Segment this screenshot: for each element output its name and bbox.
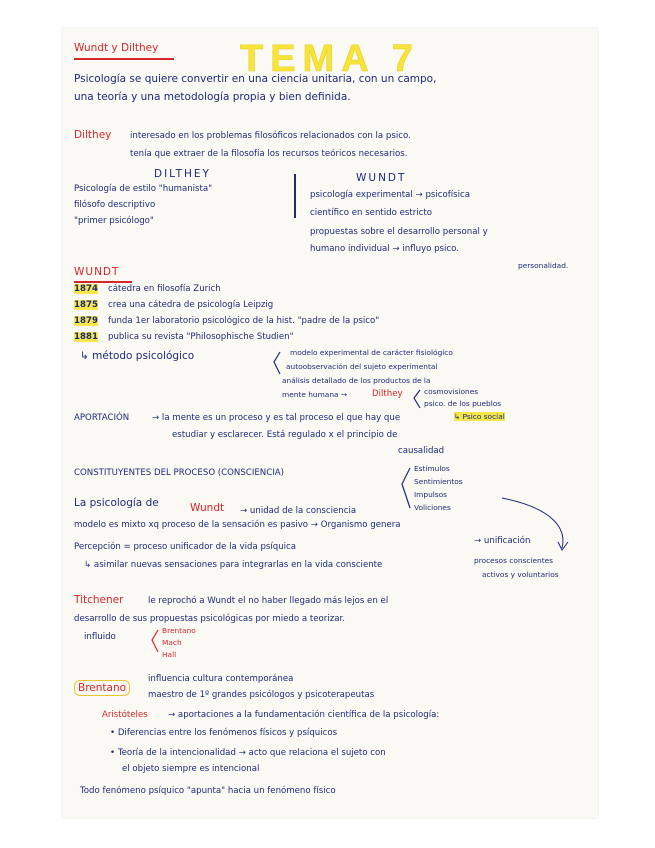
method-label: ↳ método psicológico: [80, 350, 195, 362]
procesos-line-2: activos y voluntarios: [482, 570, 559, 579]
comparison-left-heading: DILTHEY: [154, 168, 211, 180]
aristoteles-bullet-2-cont: el objeto siempre es intencional: [122, 764, 260, 774]
unidad-wundt-name: Wundt: [190, 502, 225, 514]
method-item-1: modelo experimental de carácter fisiológico: [290, 348, 453, 357]
comparison-right-heading: WUNDT: [356, 172, 407, 184]
dilthey-cosmovisiones: cosmovisiones: [424, 387, 479, 396]
intro-line-2: una teoría y una metodología propia y bien definida.: [74, 91, 351, 103]
page-title: TEMA 7: [240, 38, 420, 80]
notebook-page: [62, 28, 598, 818]
aportacion-line-2: estudiar y esclarecer. Está regulado x el principio de: [172, 430, 398, 440]
unidad-line-2: modelo es mixto xq proceso de la sensación es pasivo → Organismo genera: [74, 520, 401, 530]
timeline-text-1875: crea una cátedra de psicología Leipzig: [108, 300, 274, 310]
unidad-line-pre: La psicología de: [74, 497, 159, 509]
influido-hall: Hall: [162, 650, 177, 659]
constituyente-estimulos: Estímulos: [414, 464, 450, 473]
influido-brentano: Brentano: [162, 626, 196, 635]
method-dilthey-link: Dilthey: [372, 389, 403, 399]
subject-heading: Wundt y Dilthey: [74, 42, 159, 54]
constituyente-voliciones: Voliciones: [414, 503, 451, 512]
wundt-item-2: científico en sentido estricto: [310, 208, 433, 218]
dilthey-psico-pueblos: psico. de los pueblos: [424, 399, 502, 408]
dilthey-item-3: "primer psicólogo": [74, 216, 154, 226]
year-1875: 1875: [74, 300, 98, 310]
wundt-item-1: psicología experimental → psicofísica: [310, 190, 471, 200]
constituyente-impulsos: Impulsos: [414, 490, 448, 499]
year-1874: 1874: [74, 284, 98, 294]
brentano-name: Brentano: [74, 680, 130, 696]
wundt-item-3: propuestas sobre el desarrollo personal y: [310, 227, 488, 237]
dilthey-item-1: Psicología de estilo "humanista": [74, 184, 213, 194]
dilthey-name: Dilthey: [74, 129, 112, 141]
wundt-item-4: humano individual → influyo psico.: [310, 244, 459, 254]
method-item-2: autoobservación del sujeto experimental: [286, 362, 438, 371]
constituyente-sentimientos: Sentimientos: [414, 477, 463, 486]
dilthey-line-1: interesado en los problemas filosóficos relacionados con la psico.: [130, 131, 411, 141]
percepcion-line-1: Percepción = proceso unificador de la vida psíquica: [74, 542, 297, 552]
titchener-line-2: desarrollo de sus propuestas psicológicas por miedo a teorizar.: [74, 614, 345, 624]
procesos-line-1: procesos conscientes: [474, 556, 554, 565]
brentano-line-2: maestro de 1º grandes psicólogos y psicoterapeutas: [148, 690, 375, 700]
titchener-line-1: le reprochó a Wundt el no haber llegado más lejos en el: [148, 596, 389, 606]
influido-label: influido: [84, 632, 116, 642]
percepcion-line-2: ↳ asimilar nuevas sensaciones para integrarlas en la vida consciente: [84, 560, 383, 570]
aportacion-line-1: → la mente es un proceso y es tal proceso el que hay que: [152, 413, 401, 423]
aristoteles-closing: Todo fenómeno psíquico "apunta" hacia un fenómeno físico: [80, 786, 336, 796]
aristoteles-bullet-1: • Diferencias entre los fenómenos físicos y psíquicos: [110, 728, 338, 738]
aristoteles-bullet-2: • Teoría de la intencionalidad → acto que relaciona el sujeto con: [110, 748, 386, 758]
aristoteles-name: Aristóteles: [102, 710, 148, 720]
timeline-text-1874: cátedra en filosofía Zurich: [108, 284, 221, 294]
year-1881: 1881: [74, 332, 98, 342]
annotation-strokes: [62, 28, 598, 818]
timeline-text-1881: publica su revista "Philosophische Studien": [108, 332, 294, 342]
dilthey-psico-social: ↳ Psico social: [454, 412, 505, 421]
dilthey-item-2: filósofo descriptivo: [74, 200, 156, 210]
titchener-name: Titchener: [74, 594, 124, 606]
brentano-line-1: influencia cultura contemporánea: [148, 674, 294, 684]
aportacion-line-3: causalidad: [398, 446, 445, 456]
influido-mach: Mach: [162, 638, 182, 647]
aportacion-label: APORTACIÓN: [74, 413, 130, 423]
timeline-text-1879: funda 1er laboratorio psicológico de la hist. "padre de la psico": [108, 316, 380, 326]
aristoteles-line: → aportaciones a la fundamentación científica de la psicología:: [168, 710, 440, 720]
unidad-line-post: → unidad de la consciencia: [240, 506, 357, 516]
wundt-item-5: personalidad.: [518, 261, 569, 270]
unificacion-label: → unificación: [474, 536, 531, 546]
year-1879: 1879: [74, 316, 98, 326]
constituyentes-label: CONSTITUYENTES DEL PROCESO (CONSCIENCIA): [74, 468, 284, 478]
method-item-4: mente humana →: [282, 390, 348, 399]
dilthey-line-2: tenía que extraer de la filosofía los recursos teóricos necesarios.: [130, 149, 408, 159]
intro-line-1: Psicología se quiere convertir en una ciencia unitaria, con un campo,: [74, 73, 437, 85]
method-item-3: análisis detallado de los productos de la: [282, 376, 431, 385]
wundt-heading: WUNDT: [74, 266, 120, 278]
